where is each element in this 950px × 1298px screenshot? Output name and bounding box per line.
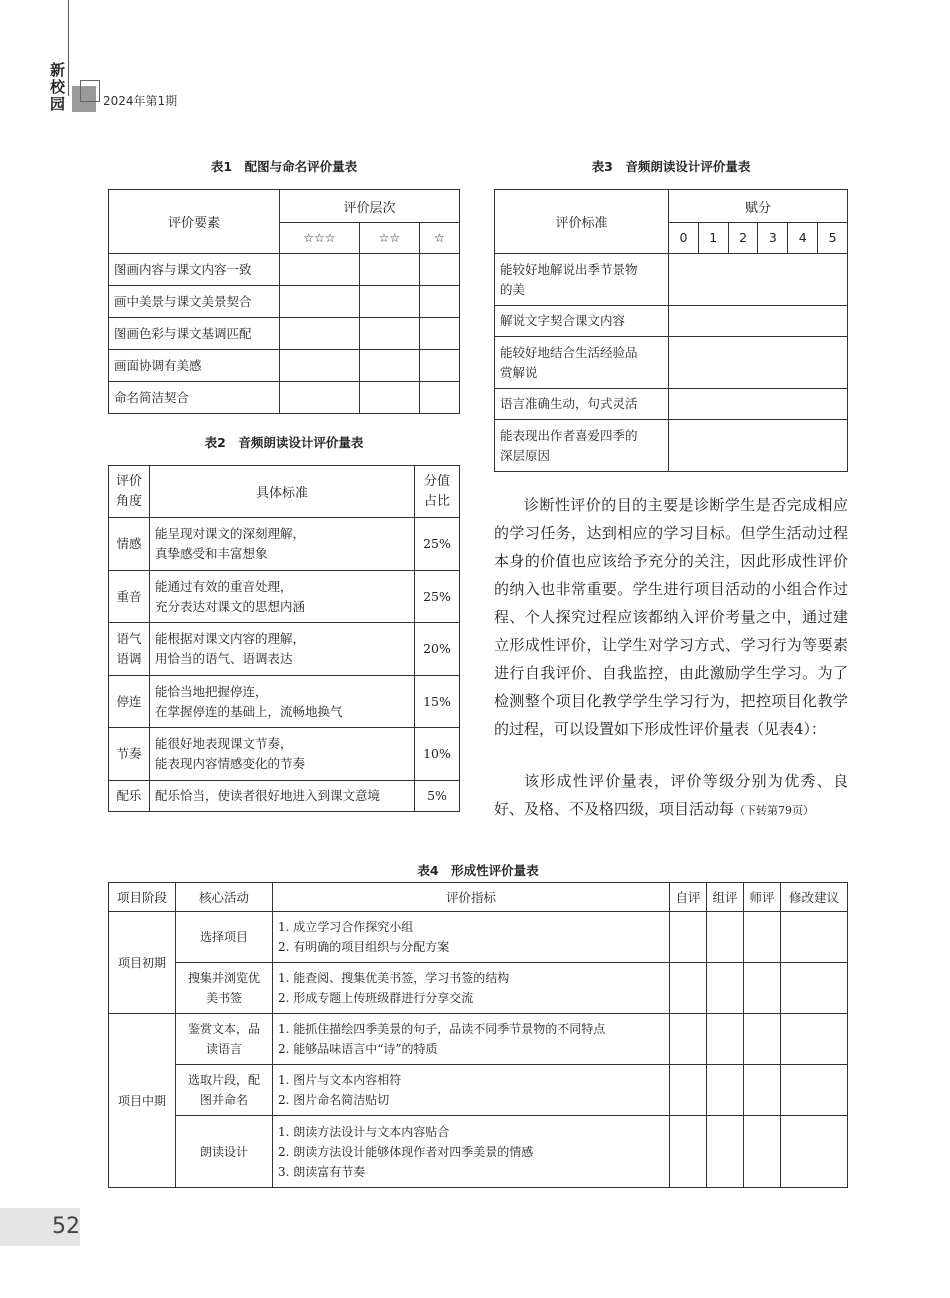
table4-header: 评价指标 — [273, 883, 670, 912]
table2-angle: 情感 — [109, 518, 150, 571]
magazine-title-char: 园 — [50, 95, 66, 113]
table2-header-angle: 评价 角度 — [109, 466, 150, 518]
header-outline-block — [80, 80, 100, 102]
table2-angle: 语气 语调 — [109, 623, 150, 676]
table3-row-label: 能表现出作者喜爱四季的 深层原因 — [495, 420, 669, 472]
table4-activity: 选取片段，配 图并命名 — [176, 1065, 273, 1116]
table2-ratio: 25% — [415, 518, 460, 571]
table4-criteria: 1. 能抓住描绘四季美景的句子，品读不同季节景物的不同特点 2. 能够品味语言中“诗”的特质 — [273, 1014, 670, 1065]
table3-score: 2 — [728, 223, 758, 254]
table1-header-element: 评价要素 — [109, 190, 280, 254]
table4-criteria: 1. 图片与文本内容相符 2. 图片命名简洁贴切 — [273, 1065, 670, 1116]
table4-activity: 鉴赏文本，品 读语言 — [176, 1014, 273, 1065]
table3 — [494, 189, 848, 472]
table2-standard: 能很好地表现课文节奏， 能表现内容情感变化的节奏 — [150, 728, 415, 781]
table2-ratio: 15% — [415, 676, 460, 728]
table2-standard: 能呈现对课文的深刻理解， 真挚感受和丰富想象 — [150, 518, 415, 571]
table4-criteria: 1. 朗读方法设计与文本内容贴合 2. 朗读方法设计能够体现作者对四季美景的情感 3. 朗读富有节奏 — [273, 1116, 670, 1188]
table2-header-standard: 具体标准 — [150, 466, 415, 518]
table1-level-3: ☆☆☆ — [280, 223, 360, 254]
body-paragraph-1: 诊断性评价的目的主要是诊断学生是否完成相应的学习任务，达到相应的学习目标。但学生活动过程本身的价值也应该给予充分的关注，因此形成性评价的纳入也非常重要。学生进行项目活动的小组合作过程、个人探究过程应该都纳入评价考量之中，通过建立形成性评价，让学生对学习方式、学习行为等要素进行自我评价、自我监控，由此激励学生学习。为了检测整个项目化教学学生学习行为，把控项目化教学的过程，可以设置如下形成性评价量表（见表4）： — [494, 496, 848, 738]
table3-score: 4 — [788, 223, 818, 254]
table2 — [108, 465, 460, 812]
table3-row-label: 解说文字契合课文内容 — [495, 306, 669, 337]
table2-standard: 能通过有效的重音处理， 充分表达对课文的思想内涵 — [150, 571, 415, 623]
table3-header-standard: 评价标准 — [495, 190, 669, 254]
table1-row-label: 画中美景与课文美景契合 — [109, 286, 280, 318]
magazine-title-char: 校 — [50, 78, 66, 96]
table2-angle: 停连 — [109, 676, 150, 728]
table4-header: 项目阶段 — [109, 883, 176, 912]
table4-header: 自评 — [670, 883, 707, 912]
table2-caption: 表2 音频朗读设计评价量表 — [204, 435, 364, 450]
table2-angle: 配乐 — [109, 781, 150, 812]
continued-note: （下转第79页） — [734, 804, 815, 817]
table4-activity: 搜集并浏览优 美书签 — [176, 963, 273, 1014]
table3-score: 3 — [758, 223, 788, 254]
table1-caption: 表1 配图与命名评价量表 — [210, 159, 358, 174]
table1-level-2: ☆☆ — [359, 223, 419, 254]
table1-row-label: 命名简洁契合 — [109, 382, 280, 414]
table4-header: 组评 — [707, 883, 744, 912]
table1-level-1: ☆ — [419, 223, 459, 254]
body-paragraph-2: 该形成性评价量表，评价等级分别为优秀、良好、及格、不及格四级，项目活动每（下转第79页） — [494, 772, 848, 818]
table3-row-label: 能较好地结合生活经验品 赏解说 — [495, 337, 669, 389]
header-rule — [68, 0, 69, 96]
table1-row-label: 画面协调有美感 — [109, 350, 280, 382]
table4-activity: 朗读设计 — [176, 1116, 273, 1188]
page-number: 52 — [52, 1214, 80, 1239]
table4-criteria: 1. 成立学习合作探究小组 2. 有明确的项目组织与分配方案 — [273, 912, 670, 963]
table2-standard: 能恰当地把握停连， 在掌握停连的基础上，流畅地换气 — [150, 676, 415, 728]
table2-ratio: 5% — [415, 781, 460, 812]
table3-row-label: 能较好地解说出季节景物 的美 — [495, 254, 669, 306]
table2-header-ratio: 分值 占比 — [415, 466, 460, 518]
table4-header: 师评 — [744, 883, 781, 912]
table4-caption: 表4 形成性评价量表 — [417, 863, 539, 878]
table1 — [108, 189, 460, 414]
table2-standard: 配乐恰当，使读者很好地进入到课文意境 — [150, 781, 415, 812]
table2-standard: 能根据对课文内容的理解， 用恰当的语气、语调表达 — [150, 623, 415, 676]
table4-stage: 项目初期 — [109, 912, 176, 1014]
table1-row-label: 图画色彩与课文基调匹配 — [109, 318, 280, 350]
table1-row-label: 图画内容与课文内容一致 — [109, 254, 280, 286]
table2-ratio: 10% — [415, 728, 460, 781]
table4-header: 修改建议 — [781, 883, 848, 912]
table3-row-label: 语言准确生动，句式灵活 — [495, 389, 669, 420]
table4-header: 核心活动 — [176, 883, 273, 912]
magazine-title-char: 新 — [50, 61, 66, 79]
table2-ratio: 20% — [415, 623, 460, 676]
table4-activity: 选择项目 — [176, 912, 273, 963]
table3-caption: 表3 音频朗读设计评价量表 — [591, 159, 751, 174]
table3-score: 0 — [669, 223, 699, 254]
table3-score: 1 — [698, 223, 728, 254]
issue-label: 2024年第1期 — [103, 94, 178, 108]
table2-ratio: 25% — [415, 571, 460, 623]
table2-angle: 重音 — [109, 571, 150, 623]
table3-score: 5 — [818, 223, 848, 254]
magazine-title — [50, 62, 68, 113]
table3-header-score: 赋分 — [669, 190, 848, 223]
table4-criteria: 1. 能查阅、搜集优美书签，学习书签的结构 2. 形成专题上传班级群进行分享交流 — [273, 963, 670, 1014]
table1-header-level: 评价层次 — [280, 190, 460, 223]
table2-angle: 节奏 — [109, 728, 150, 781]
table4-stage: 项目中期 — [109, 1014, 176, 1188]
table4 — [108, 882, 848, 1188]
